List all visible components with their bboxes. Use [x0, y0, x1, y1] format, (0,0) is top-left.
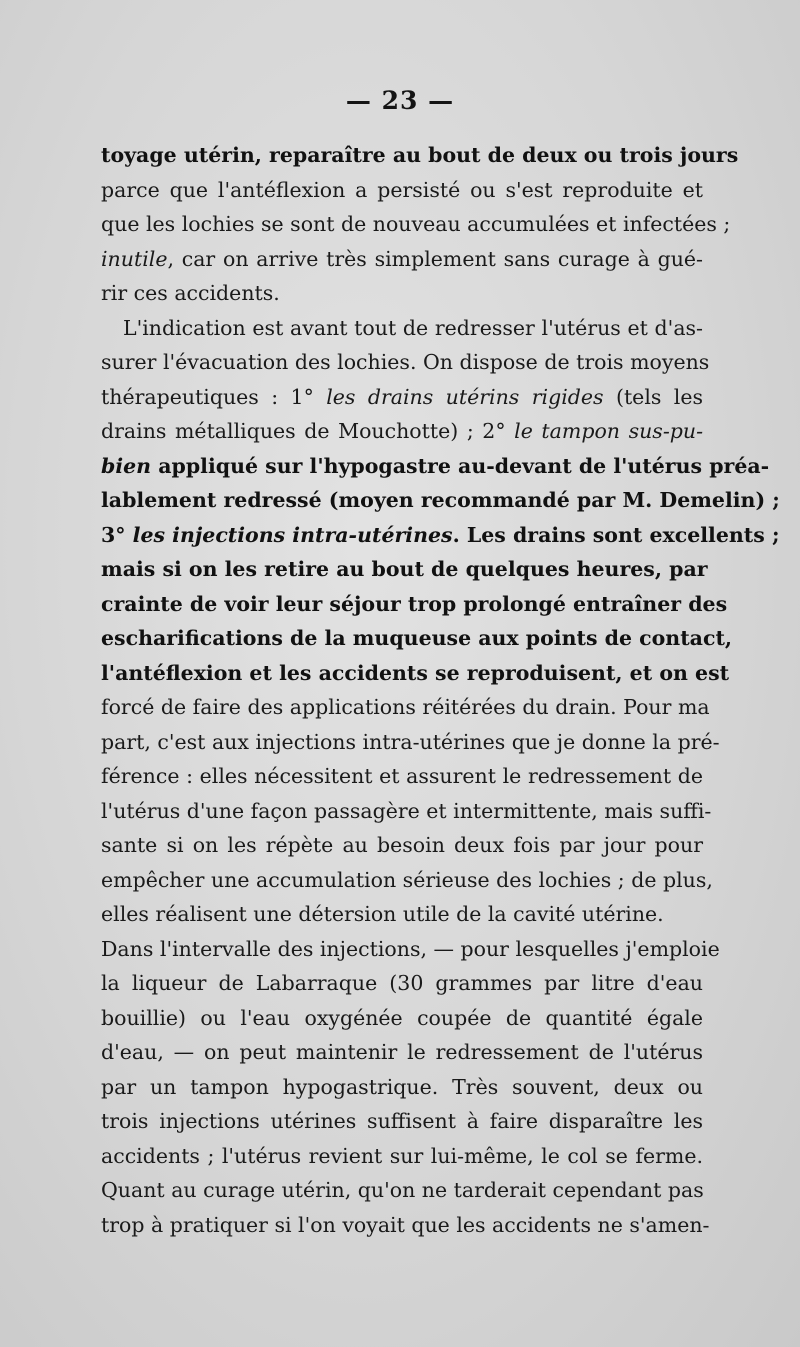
text-line: thérapeutiques : 1° les drains utérins rigides (tels les — [101, 384, 704, 409]
italic-text: les injections intra-utérines — [132, 522, 453, 547]
text-line: forcé de faire des applications réitérées du drain. Pour ma — [101, 695, 710, 719]
italic-text: le tampon sus-pu- — [514, 419, 703, 443]
text-line: drains métalliques de Mouchotte) ; 2° le tampon sus-pu- — [101, 419, 703, 443]
text-line: toyage utérin, reparaître au bout de deux ou trois jours — [101, 143, 739, 167]
text-line: Quant au curage utérin, qu'on ne tarderait cependant pas — [101, 1178, 704, 1202]
page-number: — 23 — — [345, 86, 455, 115]
text-line: trois injections utérines suffisent à faire disparaître les — [101, 1109, 703, 1133]
text-line: l'utérus d'une façon passagère et intermittente, mais suffi- — [101, 798, 712, 823]
text-line: trop à pratiquer si l'on voyait que les accidents ne s'amen- — [101, 1212, 710, 1237]
text-line: crainte de voir leur séjour trop prolongé entraîner des — [101, 591, 728, 616]
text-line: sante si on les répète au besoin deux fois par jour pour — [101, 833, 703, 857]
text-line: d'eau, — on peut maintenir le redressement de l'utérus — [101, 1040, 703, 1064]
text-line: 3° les injections intra-utérines. Les drains sont excellents ; — [101, 522, 780, 547]
text-line: la liqueur de Labarraque (30 grammes par litre d'eau — [101, 971, 703, 995]
text-line: que les lochies se sont de nouveau accumulées et infectées ; — [101, 212, 731, 236]
text-line: L'indication est avant tout de redresser l'utérus et d'as- — [123, 315, 703, 340]
text-line: l'antéflexion et les accidents se reproduisent, et on est — [101, 660, 730, 685]
text-line: empêcher une accumulation sérieuse des lochies ; de plus, — [101, 867, 713, 892]
text-line: bouillie) ou l'eau oxygénée coupée de quantité égale — [101, 1005, 703, 1030]
text-line: mais si on les retire au bout de quelques heures, par — [101, 557, 708, 581]
text-line: parce que l'antéflexion a persisté ou s'est reproduite et — [101, 177, 703, 202]
body-text — [101, 138, 780, 1242]
text-line: surer l'évacuation des lochies. On dispose de trois moyens — [101, 350, 710, 374]
text-line: escharifications de la muqueuse aux points de contact, — [101, 626, 733, 650]
text-line: elles réalisent une détersion utile de la cavité utérine. — [101, 902, 664, 926]
text-line: férence : elles nécessitent et assurent le redressement de — [101, 764, 703, 788]
text-line: bien appliqué sur l'hypogastre au-devant de l'utérus préa- — [101, 453, 770, 478]
text-line: inutile, car on arrive très simplement sans curage à gué- — [101, 246, 703, 271]
italic-text: bien — [101, 453, 152, 478]
text-line: rir ces accidents. — [101, 281, 280, 305]
italic-text: les drains utérins rigides — [326, 384, 604, 409]
text-line: part, c'est aux injections intra-utérines que je donne la pré- — [101, 729, 720, 754]
text-line: accidents ; l'utérus revient sur lui-même, le col se ferme. — [101, 1143, 703, 1168]
text-line: par un tampon hypogastrique. Très souvent, deux ou — [101, 1074, 703, 1099]
text-line: Dans l'intervalle des injections, — pour lesquelles j'emploie — [101, 936, 720, 961]
italic-text: inutile — [101, 246, 168, 271]
text-line: lablement redressé (moyen recommandé par M. Demelin) ; — [101, 488, 780, 512]
